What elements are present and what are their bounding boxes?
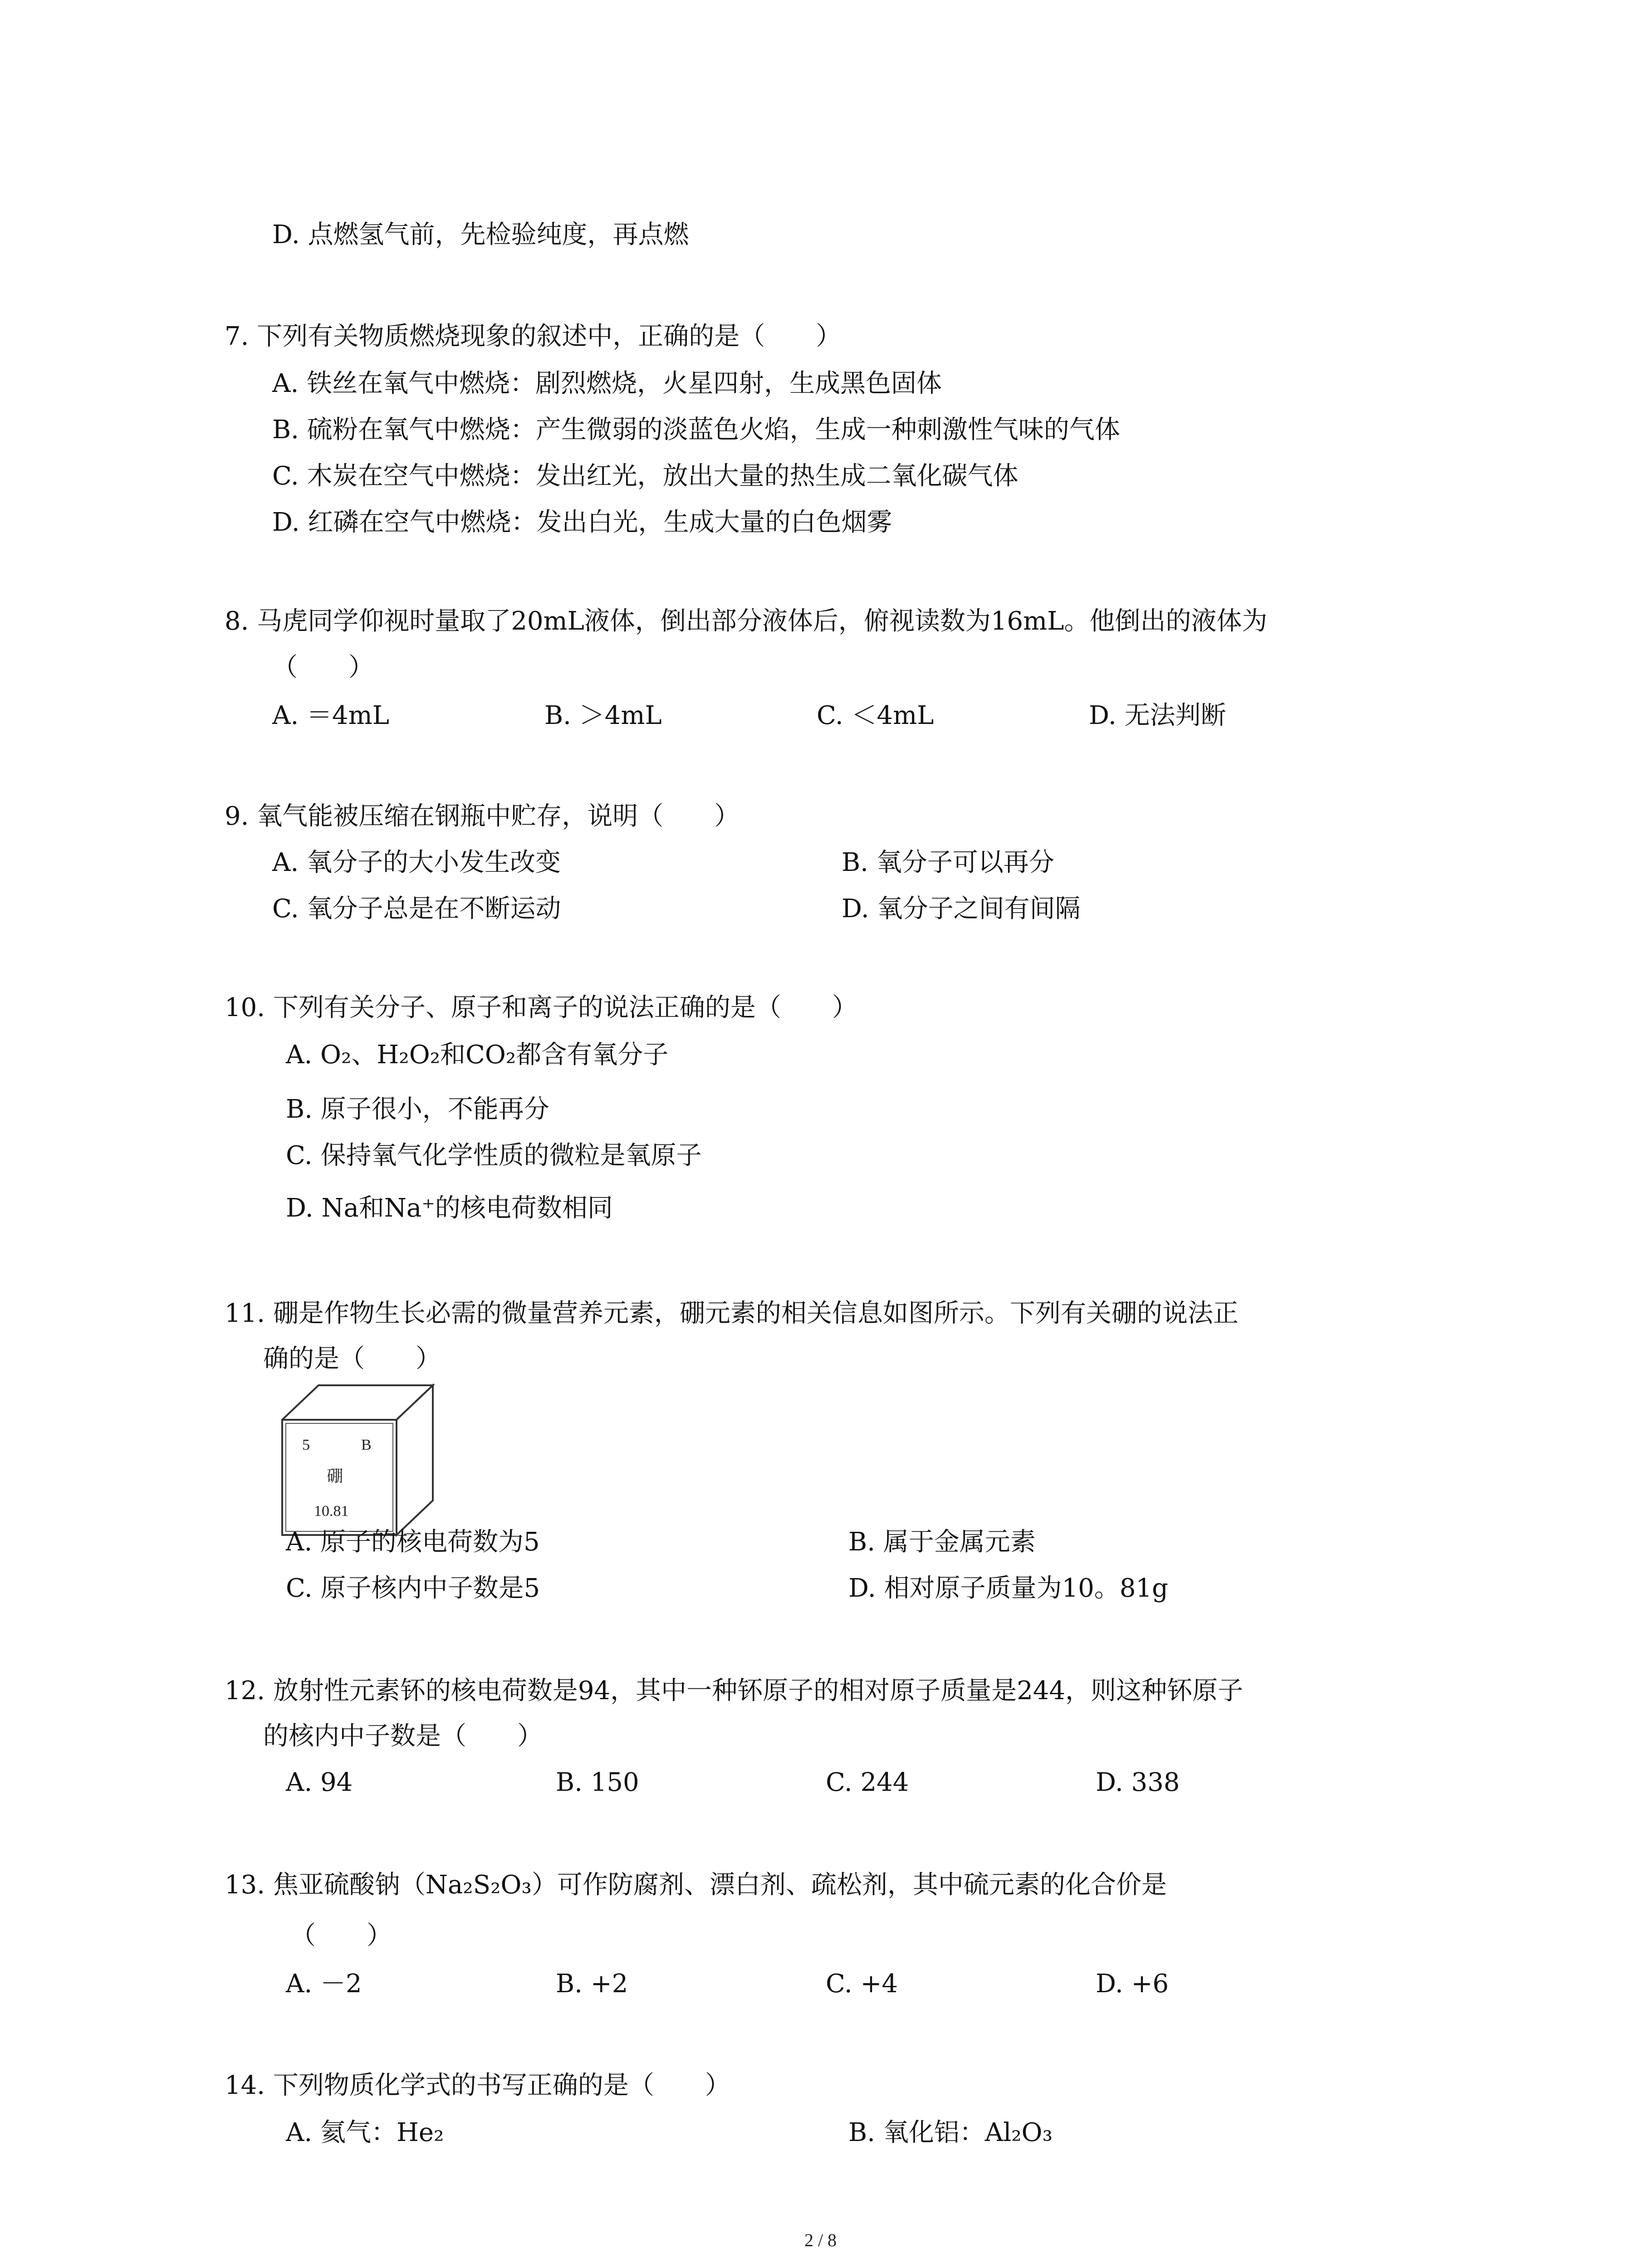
q11-option-b: B. 属于金属元素 xyxy=(848,1527,1036,1557)
q10-option-b: B. 原子很小，不能再分 xyxy=(286,1095,549,1124)
q7-option-c: C. 木炭在空气中燃烧：发出红光，放出大量的热生成二氧化碳气体 xyxy=(272,461,1019,491)
q8-stem-line1: 8. 马虎同学仰视时量取了20mL液体，倒出部分液体后，俯视读数为16mL。他倒出的液体为 xyxy=(225,606,1268,636)
boron-element-card xyxy=(281,1383,436,1538)
element-atomic-mass: 10.81 xyxy=(314,1503,349,1520)
q14-stem: 14. 下列物质化学式的书写正确的是（ ） xyxy=(225,2071,730,2100)
q12-option-b: B. 150 xyxy=(556,1768,639,1797)
q7-option-d: D. 红磷在空气中燃烧：发出白光，生成大量的白色烟雾 xyxy=(272,508,892,537)
q10-option-d: D. Na和Na⁺的核电荷数相同 xyxy=(286,1193,613,1223)
q12-option-d: D. 338 xyxy=(1096,1768,1180,1797)
q12-option-a: A. 94 xyxy=(286,1768,353,1797)
q11-stem-line2: 确的是（ ） xyxy=(263,1344,441,1374)
q13-option-b: B. +2 xyxy=(556,1969,628,1999)
q12-stem-line2: 的核内中子数是（ ） xyxy=(263,1721,543,1751)
q10-option-a: A. O₂、H₂O₂和CO₂都含有氧分子 xyxy=(286,1040,669,1070)
q8-option-c: C. ＜4mL xyxy=(817,701,934,730)
element-cube-figure xyxy=(281,1383,436,1538)
q9-option-c: C. 氧分子总是在不断运动 xyxy=(272,894,561,924)
q11-stem-line1: 11. 硼是作物生长必需的微量营养元素，硼元素的相关信息如图所示。下列有关硼的说法正 xyxy=(225,1299,1239,1328)
q11-option-c: C. 原子核内中子数是5 xyxy=(286,1574,540,1603)
q11-option-d: D. 相对原子质量为10。81g xyxy=(848,1574,1168,1603)
q13-option-d: D. +6 xyxy=(1096,1969,1169,1999)
q7-stem: 7. 下列有关物质燃烧现象的叙述中，正确的是（ ） xyxy=(225,322,842,351)
q13-option-c: C. +4 xyxy=(826,1969,898,1999)
page-number: 2 / 8 xyxy=(804,2230,837,2250)
q8-stem-line2: （ ） xyxy=(272,653,374,682)
q13-stem-line1: 13. 焦亚硫酸钠（Na₂S₂O₃）可作防腐剂、漂白剂、疏松剂，其中硫元素的化合价是 xyxy=(225,1870,1167,1900)
q9-option-b: B. 氧分子可以再分 xyxy=(842,848,1054,877)
q8-option-a: A. ＝4mL xyxy=(272,701,389,730)
q12-stem-line1: 12. 放射性元素钚的核电荷数是94，其中一种钚原子的相对原子质量是244，则这种钚原子 xyxy=(225,1676,1244,1706)
q13-stem-line2: （ ） xyxy=(290,1921,392,1950)
q7-option-a: A. 铁丝在氧气中燃烧：剧烈燃烧，火星四射，生成黑色固体 xyxy=(272,369,942,398)
q14-option-b: B. 氧化铝：Al₂O₃ xyxy=(848,2118,1053,2147)
element-atomic-number: 5 xyxy=(302,1437,310,1453)
q9-stem: 9. 氧气能被压缩在钢瓶中贮存，说明（ ） xyxy=(225,802,740,831)
q8-option-b: B. ＞4mL xyxy=(544,701,662,730)
q12-option-c: C. 244 xyxy=(826,1768,909,1797)
q8-option-d: D. 无法判断 xyxy=(1089,701,1226,730)
element-name: 硼 xyxy=(327,1467,343,1486)
q13-option-a: A. －2 xyxy=(286,1969,362,1999)
q9-option-d: D. 氧分子之间有间隔 xyxy=(842,894,1081,924)
q14-option-a: A. 氦气：He₂ xyxy=(286,2118,444,2147)
q9-option-a: A. 氧分子的大小发生改变 xyxy=(272,848,561,877)
q11-option-a: A. 原子的核电荷数为5 xyxy=(286,1527,540,1557)
q7-option-b: B. 硫粉在氧气中燃烧：产生微弱的淡蓝色火焰，生成一种刺激性气味的气体 xyxy=(272,415,1120,445)
q6-option-d: D. 点燃氢气前，先检验纯度，再点燃 xyxy=(272,220,689,249)
q10-option-c: C. 保持氧气化学性质的微粒是氧原子 xyxy=(286,1141,702,1170)
element-symbol: B xyxy=(361,1437,372,1453)
q10-stem: 10. 下列有关分子、原子和离子的说法正确的是（ ） xyxy=(225,993,857,1022)
